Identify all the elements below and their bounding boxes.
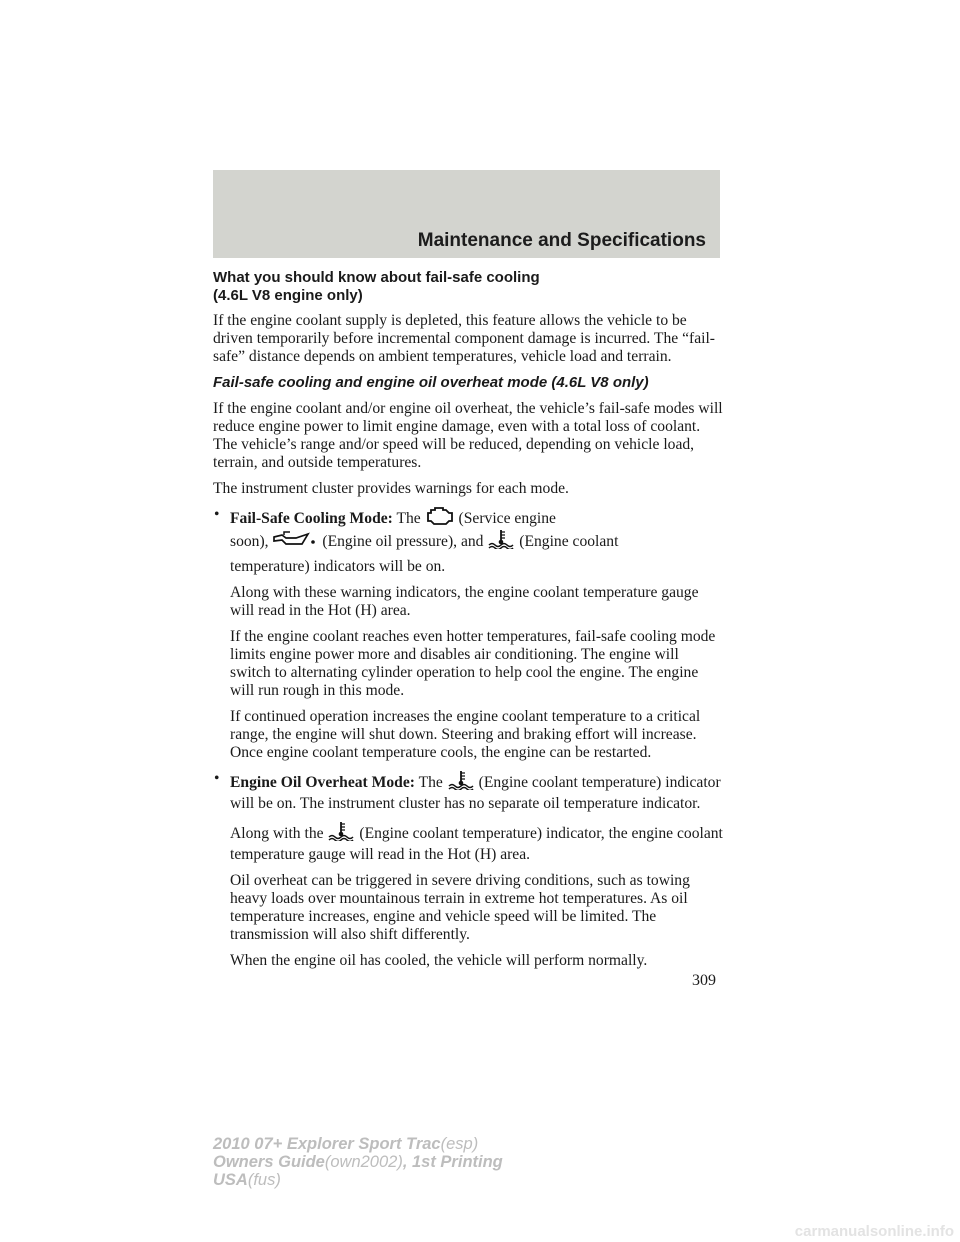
section-heading-line-2: (4.6L V8 engine only) [213,287,363,304]
subsection-paragraph: If the engine coolant and/or engine oil overheat, the vehicle’s fail-safe modes will reduce engine power to limit engine damage, even with a total loss of coolant. The vehicle’s range and/or speed will be reduced, depending on vehicle load, terrain, and outside temperatures. [213,400,723,471]
page-content [213,269,723,978]
bullet-text: (Engine coolant [519,533,619,550]
bullet-line: temperature) indicators will be on. [230,558,446,575]
footer-text: USA [213,1171,248,1189]
print-footer [213,1135,503,1189]
bullet-paragraph: Along with these warning indicators, the engine coolant temperature gauge will read in the Hot (H) area. [230,584,699,619]
coolant-temperature-icon [487,529,515,558]
section-title: Maintenance and Specifications [417,230,706,251]
footer-code: (fus) [247,1171,281,1189]
bullet-line [230,529,723,558]
footer-text: , 1st Printing [402,1153,503,1171]
bullet-lead: Fail-Safe Cooling Mode: [230,510,393,527]
bullet-paragraph: If the engine coolant reaches even hotter temperatures, fail-safe cooling mode limits engine power more and disables air conditioning. The engine will switch to alternating cylinder operation to help cool the engine. The engine will run rough in this mode. [230,628,716,699]
bullet-text: (Service engine [458,510,556,527]
page-number: 309 [692,972,716,989]
bullet-fail-safe-cooling [213,506,723,576]
bullet-paragraph: When the engine oil has cooled, the vehicle will perform normally. [230,952,648,969]
bullet-text: (Engine coolant temperature) indicator, the engine coolant temperature gauge will read in the Hot (H) area. [230,825,723,863]
footer-line [213,1135,503,1153]
bullet-marker: • [214,506,220,523]
subsection-heading: Fail-safe cooling and engine oil overheat mode (4.6L V8 only) [213,374,649,391]
coolant-temperature-icon [327,821,355,846]
bullet-text: soon), [230,533,269,550]
bullet-text: (Engine coolant temperature) indicator will be on. The instrument cluster has no separate oil temperature indicator. [230,774,721,812]
footer-line [213,1171,503,1189]
bullet-text: (Engine oil pressure), and [322,533,484,550]
bullet-paragraph: Oil overheat can be triggered in severe driving conditions, such as towing heavy loads over mountainous terrain in extreme hot temperatures. As oil temperature increases, engine and vehicle speed will be limited. The transmission will also shift differently. [230,872,690,943]
bullet-text: Along with the [230,825,324,842]
bullet-text: The [418,774,443,791]
bullet-text: The [396,510,421,527]
bullet-lead: Engine Oil Overheat Mode: [230,774,415,791]
bullet-paragraph: If continued operation increases the engine coolant temperature to a critical range, the engine will shut down. Steering and braking effort will increase. Once engine coolant temperature cools, the engine can be restarted. [230,708,701,761]
section-heading [213,269,723,305]
bullet-line [230,506,723,531]
footer-text: 2010 07+ Explorer Sport Trac [213,1135,441,1153]
oil-pressure-icon [272,531,318,558]
service-engine-icon [425,506,455,531]
warnings-intro: The instrument cluster provides warnings for each mode. [213,480,569,497]
footer-code: (own2002) [324,1153,403,1171]
footer-text: Owners Guide [213,1153,325,1171]
section-heading-line-1: What you should know about fail-safe cooling [213,269,540,286]
section-header-band [213,170,720,258]
footer-code: (esp) [440,1135,479,1153]
bullet-paragraph [213,821,723,864]
bullet-oil-overheat [213,770,723,813]
coolant-temperature-icon [447,770,475,795]
watermark: carmanualsonline.info [794,1223,954,1240]
footer-line [213,1153,503,1171]
bullet-marker: • [214,770,220,787]
intro-paragraph: If the engine coolant supply is depleted, this feature allows the vehicle to be driven temporarily before incremental component damage is incurred. The “fail-safe” distance depends on ambient temperatures, vehicle load and terrain. [213,312,715,365]
